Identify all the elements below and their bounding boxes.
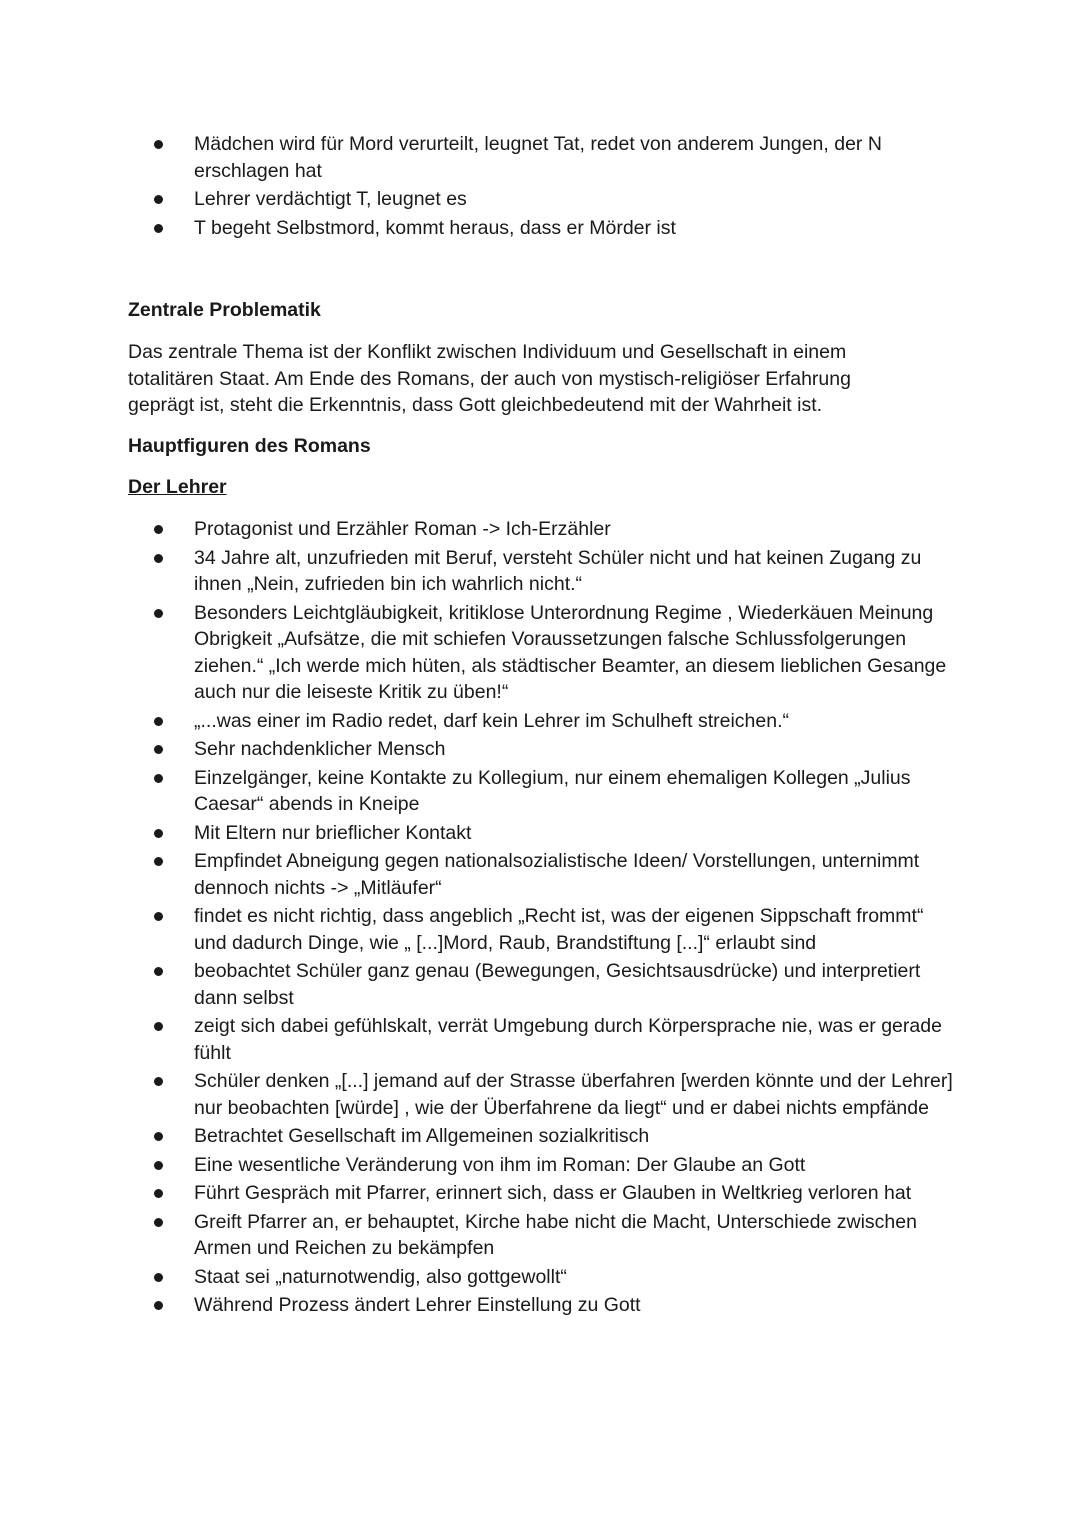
list-item-text: Lehrer verdächtigt T, leugnet es xyxy=(194,188,467,210)
list-item-text: Empfindet Abneigung gegen nationalsozialistische Ideen/ Vorstellungen, unternimmt dennoch nichts -> „Mitläufer“ xyxy=(194,850,920,899)
list-item xyxy=(128,1180,958,1207)
list-item xyxy=(128,186,958,213)
list-item xyxy=(128,765,958,818)
list-item xyxy=(128,958,958,1011)
list-item-text: „...was einer im Radio redet, darf kein Lehrer im Schulheft streichen.“ xyxy=(194,709,790,732)
bullet-icon xyxy=(154,857,163,866)
list-item-text: Greift Pfarrer an, er behauptet, Kirche habe nicht die Macht, Unterschiede zwischen Armen und Reichen zu bekämpfen xyxy=(194,1210,917,1259)
bullet-icon xyxy=(154,829,163,838)
list-item-text: Mädchen wird für Mord verurteilt, leugnet Tat, redet von anderem Jungen, der N erschlagen hat xyxy=(194,133,882,182)
list-item xyxy=(128,1292,958,1319)
list-item xyxy=(128,131,958,184)
bullet-icon xyxy=(154,1022,163,1031)
list-item xyxy=(128,848,958,901)
list-item xyxy=(128,516,958,543)
list-item-text: Mit Eltern nur brieflicher Kontakt xyxy=(194,821,472,844)
list-item-text: Betrachtet Gesellschaft im Allgemeinen sozialkritisch xyxy=(194,1125,650,1147)
list-item-text: zeigt sich dabei gefühlskalt, verrät Umgebung durch Körpersprache nie, was er gerade fühlt xyxy=(194,1015,942,1064)
list-item-text: Staat sei „naturnotwendig, also gottgewollt“ xyxy=(194,1265,567,1288)
section-heading-problem: Zentrale Problematik xyxy=(128,299,321,321)
list-item-text: Protagonist und Erzähler Roman -> Ich-Erzähler xyxy=(194,518,611,540)
bullet-icon xyxy=(154,774,163,783)
subheading-teacher: Der Lehrer xyxy=(128,476,227,498)
list-item-text: findet es nicht richtig, dass angeblich „Recht ist, was der eigenen Sippschaft frommt“ und dadurch Dinge, wie „ [...]Mord, Raub, Brandstiftung [...]“ erlaubt sind xyxy=(194,905,924,954)
bullet-icon xyxy=(154,1077,163,1086)
bullet-icon xyxy=(154,1161,163,1170)
bullet-icon xyxy=(154,1132,163,1141)
bullet-icon xyxy=(154,195,163,204)
bullet-icon xyxy=(154,140,163,149)
bullet-icon xyxy=(154,609,163,618)
list-item xyxy=(128,545,958,598)
problem-paragraph: Das zentrale Thema ist der Konflikt zwischen Individuum und Gesellschaft in einem totalitären Staat. Am Ende des Romans, der auch von mystisch-religiöser Erfahrung geprägt ist, steht die Erkenntnis, dass Gott gleichbedeutend mit der Wahrheit ist. xyxy=(128,341,851,416)
list-item-text: Einzelgänger, keine Kontakte zu Kollegium, nur einem ehemaligen Kollegen „Julius Caesar“ abends in Kneipe xyxy=(194,766,911,815)
bullet-icon xyxy=(154,717,163,726)
list-item xyxy=(128,215,958,242)
list-item xyxy=(128,1123,958,1150)
list-item xyxy=(128,1264,958,1291)
list-item xyxy=(128,1068,958,1121)
section-heading-figures: Hauptfiguren des Romans xyxy=(128,435,371,457)
list-item-text: Eine wesentliche Veränderung von ihm im Roman: Der Glaube an Gott xyxy=(194,1153,806,1176)
bullet-icon xyxy=(154,554,163,563)
list-item-text: Besonders Leichtgläubigkeit, kritiklose Unterordnung Regime , Wiederkäuen Meinung Obrigkeit „Aufsätze, die mit schiefen Voraussetzungen falsche Schlussfolgerungen ziehen.“ „Ich werde mich hüten, als städtischer Beamter, an diesem lieblichen Gesange auch nur die leiseste Kritik zu üben!“ xyxy=(194,601,947,703)
list-item-text: Schüler denken „[...] jemand auf der Strasse überfahren [werden könnte und der Lehrer] nur beobachten [würde] , wie der Überfahrene da liegt“ und er dabei nichts empfände xyxy=(194,1070,953,1119)
list-item xyxy=(128,1013,958,1066)
list-item xyxy=(128,600,958,706)
bullet-icon xyxy=(154,1218,163,1227)
bullet-icon xyxy=(154,1189,163,1198)
bullet-icon xyxy=(154,1273,163,1282)
list-item xyxy=(128,1152,958,1179)
list-item xyxy=(128,903,958,956)
list-item-text: beobachtet Schüler ganz genau (Bewegungen, Gesichtsausdrücke) und interpretiert dann selbst xyxy=(194,960,921,1009)
list-item xyxy=(128,1209,958,1262)
bullet-icon xyxy=(154,1301,163,1310)
list-item xyxy=(128,736,958,763)
list-item xyxy=(128,708,958,735)
list-item-text: Führt Gespräch mit Pfarrer, erinnert sich, dass er Glauben in Weltkrieg verloren hat xyxy=(194,1182,912,1204)
list-item-text: Während Prozess ändert Lehrer Einstellung zu Gott xyxy=(194,1294,641,1316)
bullet-icon xyxy=(154,525,163,534)
teacher-traits-list xyxy=(128,516,958,1321)
bullet-icon xyxy=(154,967,163,976)
plot-summary-list xyxy=(128,131,958,243)
bullet-icon xyxy=(154,745,163,754)
list-item-text: Sehr nachdenklicher Mensch xyxy=(194,738,446,760)
bullet-icon xyxy=(154,224,163,233)
list-item-text: 34 Jahre alt, unzufrieden mit Beruf, versteht Schüler nicht und hat keinen Zugang zu ihnen „Nein, zufrieden bin ich wahrlich nicht.“ xyxy=(194,546,922,595)
bullet-icon xyxy=(154,912,163,921)
list-item xyxy=(128,820,958,847)
list-item-text: T begeht Selbstmord, kommt heraus, dass er Mörder ist xyxy=(194,216,676,239)
